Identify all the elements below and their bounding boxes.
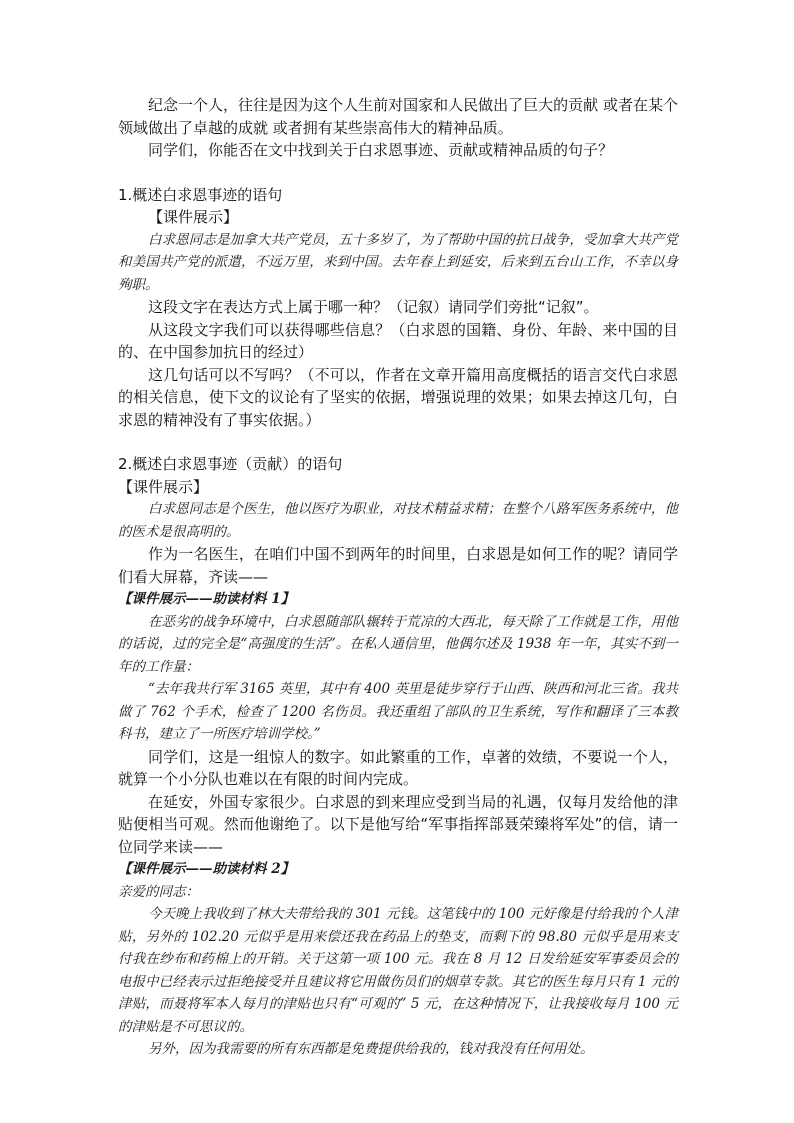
reading-material-1-quote: “去年我共行军 3165 英里，其中有 400 英里是徒步穿行于山西、陕西和河北三省。我共做了 762 个手术，检查了 1200 名伤员。我还重组了部队的卫生系统，写作和翻译了三本教科书，建立了一所医疗培训学校。” [118, 681, 678, 742]
intro-paragraph-1: 纪念一个人，往往是因为这个人生前对国家和人民做出了巨大的贡献 或者在某个领域做出了卓越的成就 或者拥有某些崇高伟大的精神品质。 [118, 96, 678, 137]
section2-paragraph-3: 在延安，外国专家很少。白求恩的到来理应受到当局的礼遇，仅每月发给他的津贴便相当可观。然而他谢绝了。以下是他写给“军事指挥部聂荣臻将军处”的信，请一位同学来读—— [118, 792, 678, 856]
section2-quote: 白求恩同志是个医生，他以医疗为职业，对技术精益求精；在整个八路军医务系统中，他的医术是很高明的。 [118, 501, 678, 540]
section2-label: 【课件展示】 [118, 477, 209, 496]
section2-paragraph-2: 同学们，这是一组惊人的数字。如此繁重的工作，卓著的效绩，不要说一个人，就算一个小分队也难以在有限的时间内完成。 [118, 747, 678, 788]
intro-paragraph-2: 同学们，你能否在文中找到关于白求恩事迹、贡献或精神品质的句子？ [148, 141, 614, 159]
letter-paragraph-2: 另外，因为我需要的所有东西都是免费提供给我的，钱对我没有任何用处。 [148, 1041, 594, 1057]
section2-paragraph-1: 作为一名医生，在咱们中国不到两年的时间里，白求恩是如何工作的呢？请同学们看大屏幕，齐读—— [118, 545, 678, 586]
spacer [118, 162, 678, 184]
document-page [118, 94, 678, 1061]
section1-label: 【课件展示】 [148, 208, 239, 226]
section1-quote: 白求恩同志是加拿大共产党员，五十多岁了，为了帮助中国的抗日战争，受加拿大共产党和美国共产党的派遣，不远万里，来到中国。去年春上到延安，后来到五台山工作，不幸以身殉职。 [118, 231, 678, 293]
section1-paragraph-3: 这几句话可以不写吗？（不可以，作者在文章开篇用高度概括的语言交代白求恩的相关信息，使下文的议论有了坚实的依据，增强说理的效果；如果去掉这几句，白求恩的精神没有了事实依据。） [118, 365, 678, 429]
spacer [118, 431, 678, 453]
reading-material-2-label: 【课件展示——助读材料 2】 [118, 861, 295, 877]
section1-paragraph-1: 这段文字在表达方式上属于哪一种？（记叙）请同学们旁批“记叙”。 [148, 298, 599, 316]
letter-paragraph-1: 今天晚上我收到了林大夫带给我的 301 元钱。这笔钱中的 100 元好像是付给我的个人津贴，另外的 102.20 元似乎是用来偿还我在药品上的垫支，而剩下的 98.80 元似乎是用来支付我在纱布和药棉上的开销。关于这第一项 100 元。我在 8 月 12 日发给延安军事委员会的电报中已经表示过拒绝接受并且建议将它用做伤员们的烟草专款。其它的医生每月只有 1 元的津贴，而聂将军本人每月的津贴也只有“可观的” 5 元，在这种情况下，让我接收每月 100 元的津贴是不可思议的。 [118, 906, 678, 1035]
section1-heading: 1.概述白求恩事迹的语句 [118, 185, 283, 204]
reading-material-1-text: 在恶劣的战争环境中，白求恩随部队辗转于荒凉的大西北，每天除了工作就是工作，用他的话说，过的完全是“高强度的生活”。在私人通信里，他偶尔述及 1938 年一年，其实不到一年的工作量： [118, 613, 678, 675]
reading-material-1-label: 【课件展示——助读材料 1】 [118, 591, 295, 607]
section1-paragraph-2: 从这段文字我们可以获得哪些信息？（白求恩的国籍、身份、年龄、来中国的目的、在中国参加抗日的经过） [118, 320, 678, 361]
section2-heading: 2.概述白求恩事迹（贡献）的语句 [118, 455, 343, 473]
letter-salutation: 亲爱的同志： [118, 883, 199, 900]
